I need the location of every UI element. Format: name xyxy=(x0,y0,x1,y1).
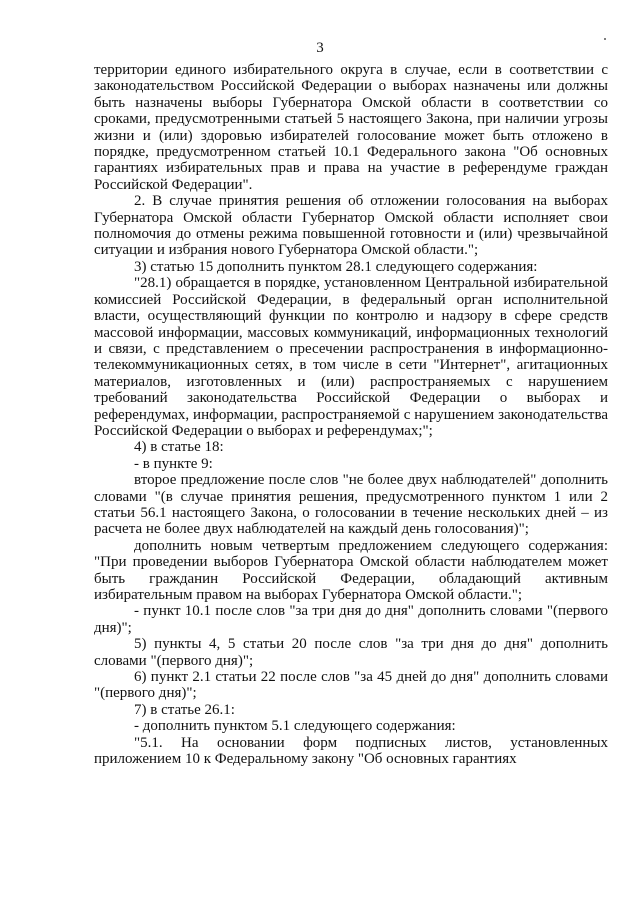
paragraph: - пункт 10.1 после слов "за три дня до дня" дополнить словами "(первого дня)"; xyxy=(94,603,608,636)
paragraph: 7) в статье 26.1: xyxy=(134,701,235,718)
document-body xyxy=(94,62,608,767)
paragraph: второе предложение после слов "не более двух наблюдателей" дополнить словами "(в случае принятия решения, предусмотренного пунктом 1 или 2 статьи 56.1 настоящего Закона, о голосовании в течение нескольких дней – из расчета не более двух наблюдателей на каждый день голосования)"; xyxy=(94,472,608,538)
paragraph: 3) статью 15 дополнить пунктом 28.1 следующего содержания: xyxy=(134,258,538,275)
paragraph: дополнить новым четвертым предложением следующего содержания: "При проведении выборов Губернатора Омской области наблюдателем может быть гражданин Российской Федерации, обладающий активным избирательным правом на выборах Губернатора Омской области."; xyxy=(94,537,608,603)
page-number: 3 xyxy=(316,40,324,56)
scan-artifact xyxy=(604,38,606,40)
paragraph: - дополнить пунктом 5.1 следующего содержания: xyxy=(134,718,456,735)
paragraph: 4) в статье 18: xyxy=(134,439,224,456)
paragraph: "28.1) обращается в порядке, установленном Центральной избирательной комиссией Российской Федерации, в федеральный орган исполнительной власти, осуществляющий функции по контролю и надзору в сфере средств массовой информации, массовых коммуникаций, информационных технологий и связи, с представлением о пресечении распространения в информационно-телекоммуникационных сетях, в том числе в сети "Интернет", агитационных материалов, изготовленных и (или) распространяемых с нарушением требований законодательства Российской Федерации о выборах и референдумах, информации, распространяемой с нарушением законодательства Российской Федерации о выборах и референдумах;"; xyxy=(94,275,608,439)
paragraph: 6) пункт 2.1 статьи 22 после слов "за 45 дней до дня" дополнить словами "(первого дня)"; xyxy=(94,669,608,702)
paragraph: территории единого избирательного округа в случае, если в соответствии с законодательством Российской Федерации о выборах назначены или должны быть назначены выборы Губернатора Омской области в соответствии со сроками, предусмотренными статьей 5 настоящего Закона, при наличии угрозы жизни и (или) здоровью избирателей голосование может быть отложено в порядке, предусмотренном статьей 10.1 Федерального закона "Об основных гарантиях избирательных прав и права на участие в референдуме граждан Российской Федерации". xyxy=(94,62,608,193)
paragraph: - в пункте 9: xyxy=(134,455,213,472)
paragraph: "5.1. На основании форм подписных листов, установленных приложением 10 к Федеральному закону "Об основных гарантиях xyxy=(94,734,608,768)
paragraph: 2. В случае принятия решения об отложении голосования на выборах Губернатора Омской области Губернатор Омской области исполняет свои полномочия до отмены режима повышенной готовности и (или) чрезвычайной ситуации и избрания нового Губернатора Омской области."; xyxy=(94,193,608,259)
paragraph: 5) пункты 4, 5 статьи 20 после слов "за три дня до дня" дополнить словами "(первого дня)"; xyxy=(94,636,608,669)
